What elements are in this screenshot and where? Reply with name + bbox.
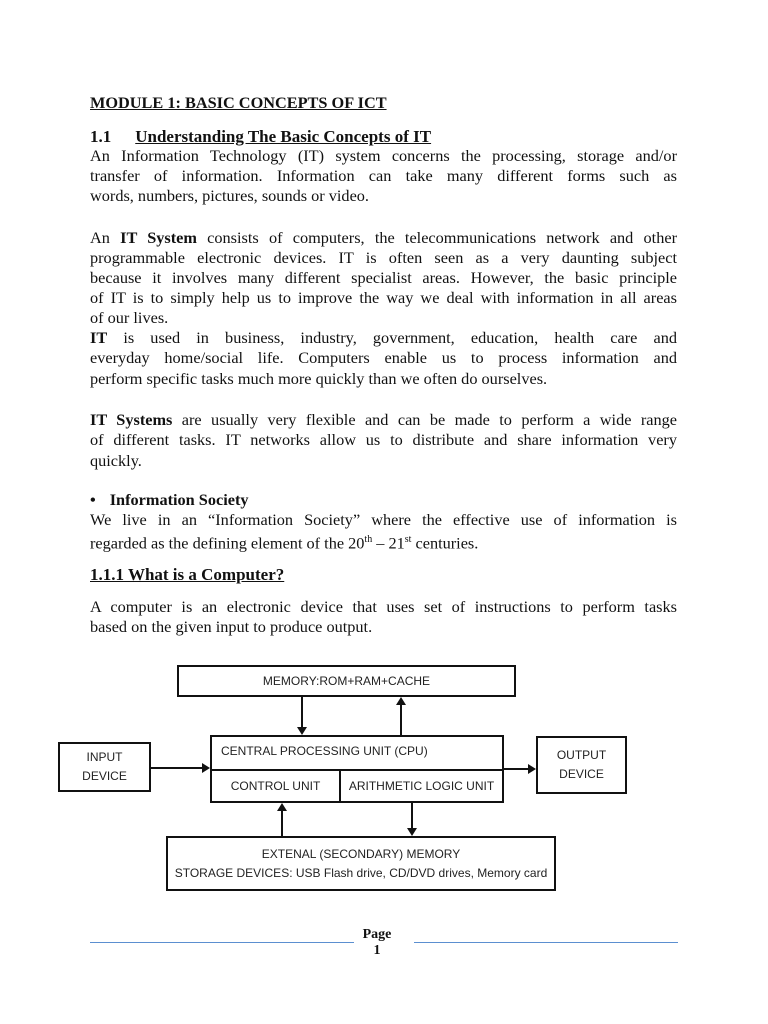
p1-line: An Information Technology (IT) system concerns the processing, storage and/or: [90, 146, 677, 165]
section-number: 1.1: [90, 127, 112, 146]
text: regarded as the defining element of the 20: [90, 533, 365, 553]
arrow-external-to-cpu: [281, 811, 283, 836]
p3-line: [90, 328, 677, 348]
arrow-cpu-to-output: [504, 768, 529, 770]
input-device-box: [58, 742, 151, 792]
p2-line: of our lives.: [90, 308, 169, 327]
page-label: Page: [362, 927, 392, 942]
bold-term: IT System: [120, 228, 197, 247]
p2-line: of IT is to simply help us to improve the way we deal with information in all areas: [90, 288, 677, 307]
bold-term: IT: [90, 328, 108, 347]
text: STORAGE DEVICES: USB Flash drive, CD/DVD drives, Memory card: [174, 865, 548, 880]
module-title: MODULE 1: BASIC CONCEPTS OF ICT: [90, 93, 387, 112]
text: consists of computers, the telecommunications network and other: [196, 228, 677, 247]
p4-line: of different tasks. IT networks allow us to distribute and share information very: [90, 430, 677, 449]
text: An: [90, 228, 121, 247]
alu: ARITHMETIC LOGIC UNIT: [348, 779, 495, 793]
p3-line: perform specific tasks much more quickly than we often do ourselves.: [90, 369, 548, 388]
section-heading: [90, 127, 677, 147]
page-number-value: 1: [373, 943, 381, 958]
arrowhead-icon: [528, 764, 536, 774]
text: is used in business, industry, government, education, health care and: [107, 328, 677, 347]
p2-line: because it involves many different specialist areas. However, the basic principle: [90, 268, 677, 287]
memory-box: MEMORY:ROM+RAM+CACHE: [177, 665, 516, 697]
subsection-heading: 1.1.1 What is a Computer?: [90, 565, 285, 584]
superscript: th: [364, 534, 373, 545]
arrowhead-icon: [202, 763, 210, 773]
external-memory-box: [166, 836, 556, 891]
cpu-box: [210, 735, 504, 803]
text: DEVICE: [559, 767, 604, 781]
bullet-icon: •: [90, 490, 96, 509]
superscript: st: [404, 534, 412, 545]
bold-term: IT Systems: [90, 410, 173, 429]
cpu-label: CENTRAL PROCESSING UNIT (CPU): [212, 737, 502, 771]
arrow-memory-to-cpu: [301, 697, 303, 729]
output-device-box: [536, 736, 627, 794]
section-title: Understanding The Basic Concepts of IT: [135, 127, 432, 146]
text: are usually very flexible and can be made to perform a wide range: [172, 410, 677, 429]
bullet-title: Information Society: [109, 490, 249, 509]
p1-line: transfer of information. Information can take many different forms such as: [90, 166, 677, 185]
bullet-heading: [90, 490, 677, 510]
p6-line: A computer is an electronic device that uses set of instructions to perform tasks: [90, 597, 677, 616]
arrowhead-icon: [297, 727, 307, 735]
p4-line: [90, 410, 677, 430]
arrowhead-icon: [396, 697, 406, 705]
text: OUTPUT: [556, 748, 607, 762]
footer-rule: [414, 942, 678, 943]
footer-rule: [90, 942, 354, 943]
text: EXTENAL (SECONDARY) MEMORY: [261, 846, 461, 861]
p5-line: We live in an “Information Society” where the effective use of information is: [90, 510, 677, 529]
arrow-input-to-cpu: [151, 767, 203, 769]
arrow-cpu-to-external: [411, 803, 413, 828]
arrowhead-icon: [407, 828, 417, 836]
control-unit: CONTROL UNIT: [212, 771, 341, 803]
p4-line: quickly.: [90, 451, 142, 470]
text: INPUT: [86, 750, 123, 764]
arrowhead-icon: [277, 803, 287, 811]
p5-line: [90, 530, 677, 553]
p6-line: based on the given input to produce output.: [90, 617, 373, 636]
page-number: [354, 927, 400, 959]
text: centuries.: [411, 533, 479, 553]
p3-line: everyday home/social life. Computers enable us to process information and: [90, 348, 677, 367]
arrow-cpu-to-memory: [400, 705, 402, 735]
p2-line: [90, 228, 677, 248]
text: – 21: [372, 533, 405, 553]
text: DEVICE: [82, 769, 127, 783]
p1-line: words, numbers, pictures, sounds or video.: [90, 186, 370, 205]
p2-line: programmable electronic devices. IT is often seen as a very daunting subject: [90, 248, 677, 267]
